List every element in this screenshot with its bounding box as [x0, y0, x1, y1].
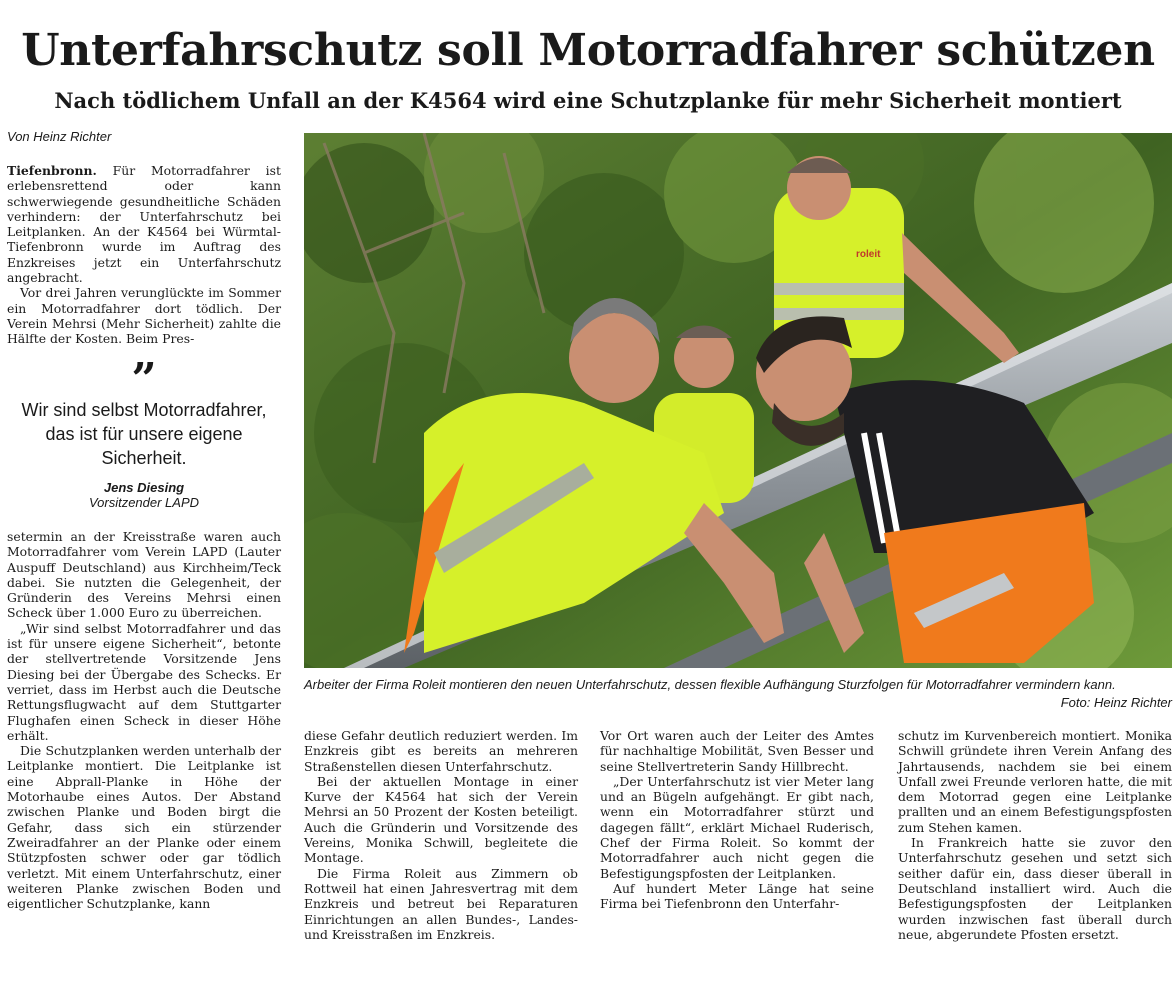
article-subheadline: Nach tödlichem Unfall an der K4564 wird eine Schutzplanke für mehr Sicherheit montiert — [54, 88, 1122, 113]
vest-logo: roleit — [856, 249, 881, 260]
byline: Von Heinz Richter — [7, 129, 112, 144]
paragraph: setermin an der Kreisstraße waren auch Motorradfahrer vom Verein LAPD (Lauter Auspuff Deutschland) aus Kirchheim/Teck dabei. Sie nutzten die Gelegenheit, der Gründerin des Vereins Mehrsi einen Scheck über 1.000 Euro zu überreichen. — [7, 529, 281, 621]
paragraph: Auf hundert Meter Länge hat seine Firma bei Tiefenbronn den Unterfahr- — [600, 880, 874, 912]
paragraph: diese Gefahr deutlich reduziert werden. Im Enzkreis gibt es bereits an mehreren Straßenstellen diesen Unterfahrschutz. — [304, 728, 578, 774]
photo-credit: Foto: Heinz Richter — [1060, 695, 1172, 710]
paragraph — [7, 163, 281, 285]
column-1-bottom — [7, 529, 281, 911]
paragraph: Die Schutzplanken werden unterhalb der Leitplanke montiert. Die Leitplanke ist eine Abprall-Planke in Höhe der Motorhaube eines Autos. Der Abstand zwischen Planke und Boden birgt die Gefahr, dass sich ein stürzender Zweiradfahrer an der Planke oder einem Stützpfosten schwer oder gar tödlich verletzt. Mit einem Unterfahrschutz, einer weiteren Planke zwischen Boden und eigentlicher Schutzplanke, kann — [7, 743, 281, 912]
paragraph: Bei der aktuellen Montage in einer Kurve der K4564 hat sich der Verein Mehrsi an 50 Prozent der Kosten beteiligt. Auch die Gründerin und Vorsitzende des Vereins, Monika Schwill, begleitete die Montage. — [304, 773, 578, 866]
quote-mark-icon: ” — [131, 354, 157, 405]
article-headline: Unterfahrschutz soll Motorradfahrer schützen — [21, 25, 1155, 76]
quote-role: Vorsitzender LAPD — [88, 495, 200, 510]
paragraph: Vor drei Jahren verunglückte im Sommer ein Motorradfahrer dort tödlich. Der Verein Mehrsi (Mehr Sicherheit) zahlte die Hälfte der Kosten. Beim Pres- — [7, 285, 281, 347]
column-3 — [600, 728, 874, 912]
paragraph-text: Für Motorradfahrer ist erlebensrettend oder kann schwerwiegende gesundheitliche Schäden verhindern: der Unterfahrschutz bei Leitplanken. An der K4564 bei Würmtal-Tiefenbronn wurde im Auftrag des Enzkreises jetzt ein Unterfahrschutz angebracht. — [7, 163, 281, 286]
paragraph: In Frankreich hatte sie zuvor den Unterfahrschutz gesehen und setzt sich seither dafür ein, dass dieser überall in Deutschland installiert wird. Auch die Befestigungspfosten der Leitplanken wurden inzwischen fast überall durch neue, abgerundete Pfosten ersetzt. — [898, 835, 1172, 942]
paragraph: schutz im Kurvenbereich montiert. Monika Schwill gründete ihren Verein Anfang des Jahrtausends, nachdem sie bei einem Unfall zwei Freunde verloren hatte, die mit dem Motorrad gegen eine Leitplanke prallten und an einem Befestigungspfosten zum Stehen kamen. — [898, 728, 1172, 835]
quote-author: Jens Diesing — [103, 480, 185, 495]
pull-quote — [7, 354, 281, 510]
paragraph: „Der Unterfahrschutz ist vier Meter lang und an Bügeln aufgehängt. Er gibt nach, wenn ein Motorradfahrer stürzt und dagegen fällt“, erklärt Michael Ruderisch, Chef der Firma Roleit. So kommt der Motorradfahrer auch nicht gegen die Befestigungspfosten der Leitplanken. — [600, 773, 874, 881]
article-photo — [304, 133, 1172, 668]
dateline: Tiefenbronn. — [7, 163, 97, 178]
column-1-top — [7, 163, 281, 347]
quote-text: Wir sind selbst Motorradfahrer, das ist für unsere eigene Sicherheit. — [21, 400, 267, 468]
paragraph: „Wir sind selbst Motorradfahrer und das ist für unsere eigene Sicherheit“, betonte der stellvertretende Vorsitzende Jens Diesing bei der Übergabe des Schecks. Er verriet, dass im Herbst auch die Deutsche Rettungsflugwacht auf dem Stuttgarter Flughafen einen Scheck in dieser Höhe erhält. — [7, 620, 281, 743]
column-2 — [304, 728, 578, 942]
photo-caption: Arbeiter der Firma Roleit montieren den neuen Unterfahrschutz, dessen flexible Aufhängung Sturzfolgen für Motorradfahrer vermindern kann. — [304, 677, 1116, 692]
column-4 — [898, 728, 1172, 942]
paragraph: Vor Ort waren auch der Leiter des Amtes für nachhaltige Mobilität, Sven Besser und seine Stellvertreterin Sandy Hillbrecht. — [600, 728, 874, 774]
paragraph: Die Firma Roleit aus Zimmern ob Rottweil hat einen Jahresvertrag mit dem Enzkreis und betreut bei Reparaturen Einrichtungen an allen Bundes-, Landes- und Kreisstraßen im Enzkreis. — [304, 865, 578, 942]
